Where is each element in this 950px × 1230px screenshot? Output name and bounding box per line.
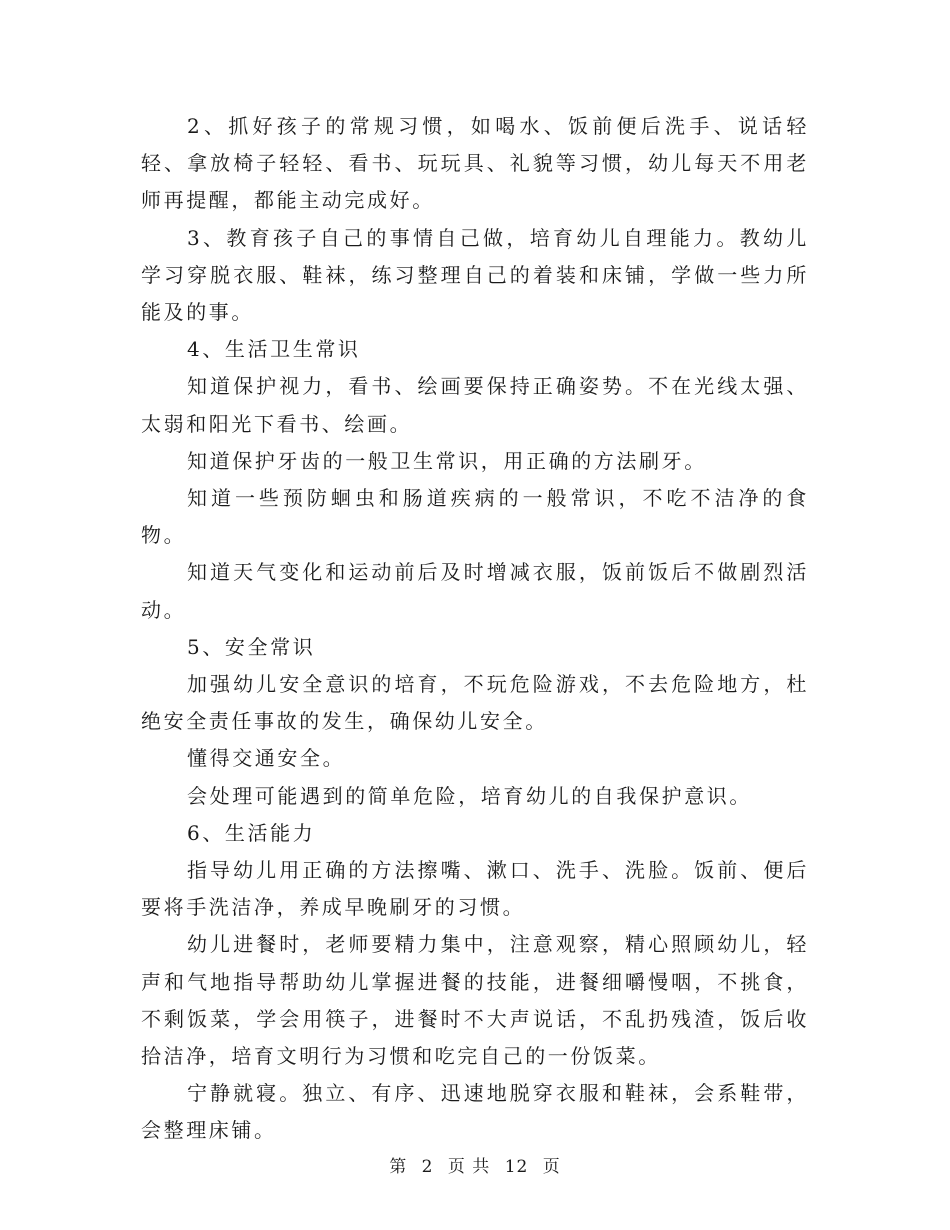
heading-hygiene: 4、生活卫生常识 bbox=[187, 337, 361, 362]
paragraph-clothing: 知道天气变化和运动前后及时增减衣服，饭前饭后不做剧烈活动。 bbox=[141, 560, 809, 622]
paragraph-habits: 2、抓好孩子的常规习惯，如喝水、饭前便后洗手、说话轻轻、拿放椅子轻轻、看书、玩玩具、礼貌等习惯，幼儿每天不用老师再提醒，都能主动完成好。 bbox=[141, 114, 809, 213]
paragraph-meals: 幼儿进餐时，老师要精力集中，注意观察，精心照顾幼儿，轻声和气地指导帮助幼儿掌握进餐的技能，进餐细嚼慢咽，不挑食，不剩饭菜，学会用筷子，进餐时不大声说话，不乱扔残渣，饭后收拾洁净，培育文明行为习惯和吃完自己的一份饭菜。 bbox=[141, 932, 809, 1069]
paragraph-teeth: 知道保护牙齿的一般卫生常识，用正确的方法刷牙。 bbox=[187, 448, 707, 473]
heading-safety: 5、安全常识 bbox=[187, 634, 316, 659]
paragraph-eyesight: 知道保护视力，看书、绘画要保持正确姿势。不在光线太强、太弱和阳光下看书、绘画。 bbox=[141, 374, 809, 436]
footer-middle: 页 共 bbox=[447, 1157, 491, 1177]
page-footer bbox=[0, 1152, 950, 1177]
document-body bbox=[141, 108, 809, 1150]
paragraph-disease-prevention: 知道一些预防蛔虫和肠道疾病的一般常识，不吃不洁净的食物。 bbox=[141, 486, 809, 548]
footer-current-page: 2 bbox=[421, 1157, 434, 1177]
paragraph-traffic-safety: 懂得交通安全。 bbox=[187, 746, 346, 771]
paragraph-self-protection: 会处理可能遇到的简单危险，培育幼儿的自我保护意识。 bbox=[187, 783, 752, 808]
paragraph-safety-awareness: 加强幼儿安全意识的培育，不玩危险游戏，不去危险地方，杜绝安全责任事故的发生，确保幼儿安全。 bbox=[141, 672, 809, 734]
paragraph-washing: 指导幼儿用正确的方法擦嘴、漱口、洗手、洗脸。饭前、便后要将手洗洁净，养成早晚刷牙的习惯。 bbox=[141, 858, 809, 920]
paragraph-self-care: 3、教育孩子自己的事情自己做，培育幼儿自理能力。教幼儿学习穿脱衣服、鞋袜，练习整理自己的着装和床铺，学做一些力所能及的事。 bbox=[141, 225, 809, 325]
footer-suffix: 页 bbox=[542, 1157, 561, 1177]
heading-life-skills: 6、生活能力 bbox=[187, 820, 316, 845]
paragraph-sleep: 宁静就寝。独立、有序、迅速地脱穿衣服和鞋袜，会系鞋带，会整理床铺。 bbox=[141, 1081, 809, 1143]
footer-total-pages: 12 bbox=[504, 1157, 529, 1177]
footer-prefix: 第 bbox=[389, 1157, 408, 1177]
